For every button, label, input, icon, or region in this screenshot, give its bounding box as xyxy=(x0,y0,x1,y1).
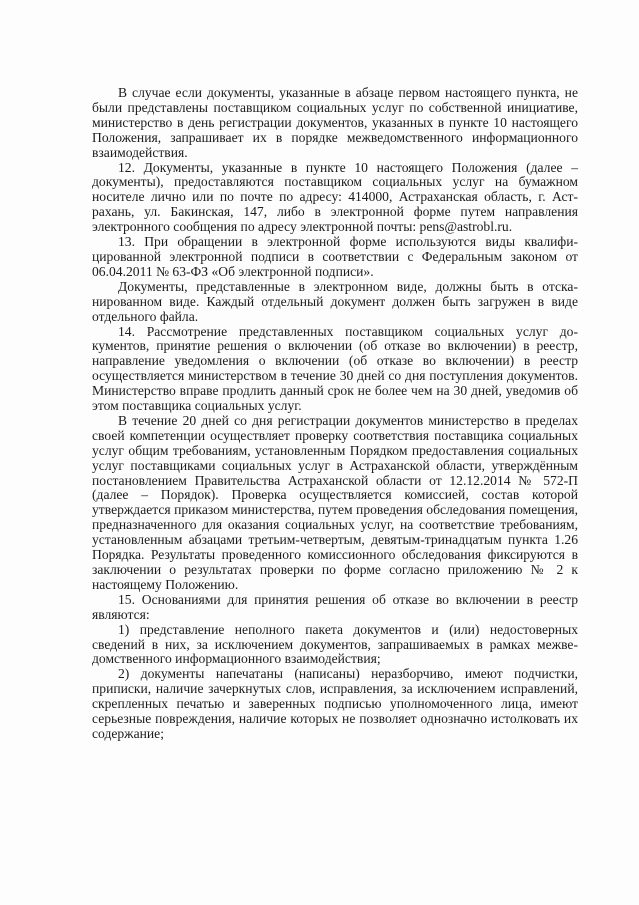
paragraph-13-electronic-signature: 13. При обращении в электронной форме используются виды квалифицированной электронной подписи в соответствии с Федеральным законом от 06.04.2011 № 63-ФЗ «Об электронной подписи». xyxy=(92,234,578,279)
paragraph-refusal-item-1: 1) представление неполного пакета документов и (или) недостоверных сведений в них, за исключением документов, запрашиваемых в рамках межведомственного информационного взаимодействия; xyxy=(92,621,578,667)
document-body xyxy=(92,86,578,742)
paragraph-15-refusal-grounds: 15. Основаниями для принятия решения об отказе во включении в реестр являются: xyxy=(92,591,578,622)
paragraph-electronic-scans: Документы, представленные в электронном виде, должны быть в отсканированном виде. Каждый отдельный документ должен быть загружен в виде отдельного файла. xyxy=(92,278,578,324)
paragraph-20-days-check: В течение 20 дней со дня регистрации документов министерство в пределах своей компетенции осуществляет проверку соответствия поставщика социальных услуг общим требованиям, установленным Порядком предоставления социальных услуг поставщиками социальных услуг в Астраханской области, утверждённым постановлением Правительства Астраханской области от 12.12.2014 № 572-П (далее – Порядок). Проверка осуществляется комиссией, состав которой утверждается приказом министерства, путем проведения обследования помещения, предназначенного для оказания социальных услуг, на соответствие требованиям, установленным абзацами третьим-четвертым, девятым-тринадцатым пункта 1.26 Порядка. Результаты проведенного комиссионного обследования фиксируются в заключении о результатах проверки по форме согласно приложению № 2 к настоящему Положению. xyxy=(92,412,578,592)
paragraph-refusal-item-2: 2) документы напечатаны (написаны) неразборчиво, имеют подчистки, приписки, наличие зачеркнутых слов, исправления, за исключением исправлений, скрепленных печатью и заверенных подписью уполномоченного лица, имеют серьезные повреждения, наличие которых не позволяет однозначно истолковать их содержание; xyxy=(92,666,578,741)
paragraph-14-review: 14. Рассмотрение представленных поставщиком социальных услуг документов, принятие решения о включении (об отказе во включении) в реестр, направление уведомления о включении (об отказе во включении) в реестр осуществляется министерством в течение 30 дней со дня поступления документов. Министерство вправе продлить данный срок не более чем на 30 дней, уведомив об этом поставщика социальных услуг. xyxy=(92,323,578,414)
paragraph-documents-request: В случае если документы, указанные в абзаце первом настоящего пункта, не были представлены поставщиком социальных услуг по собственной инициативе, министерство в день регистрации документов, указанных в пункте 10 настоящего Положения, запрашивает их в порядке межведомственного информационного взаимодействия. xyxy=(92,85,578,160)
paragraph-12-submission: 12. Документы, указанные в пункте 10 настоящего Положения (далее – документы), предоставляются поставщиком социальных услуг на бумажном носителе лично или по почте по адресу: 414000, Астраханская область, г. Астрахань, ул. Бакинская, 147, либо в электронной форме путем направления электронного сообщения по адресу электронной почты: pens@astrobl.ru. xyxy=(92,159,578,235)
